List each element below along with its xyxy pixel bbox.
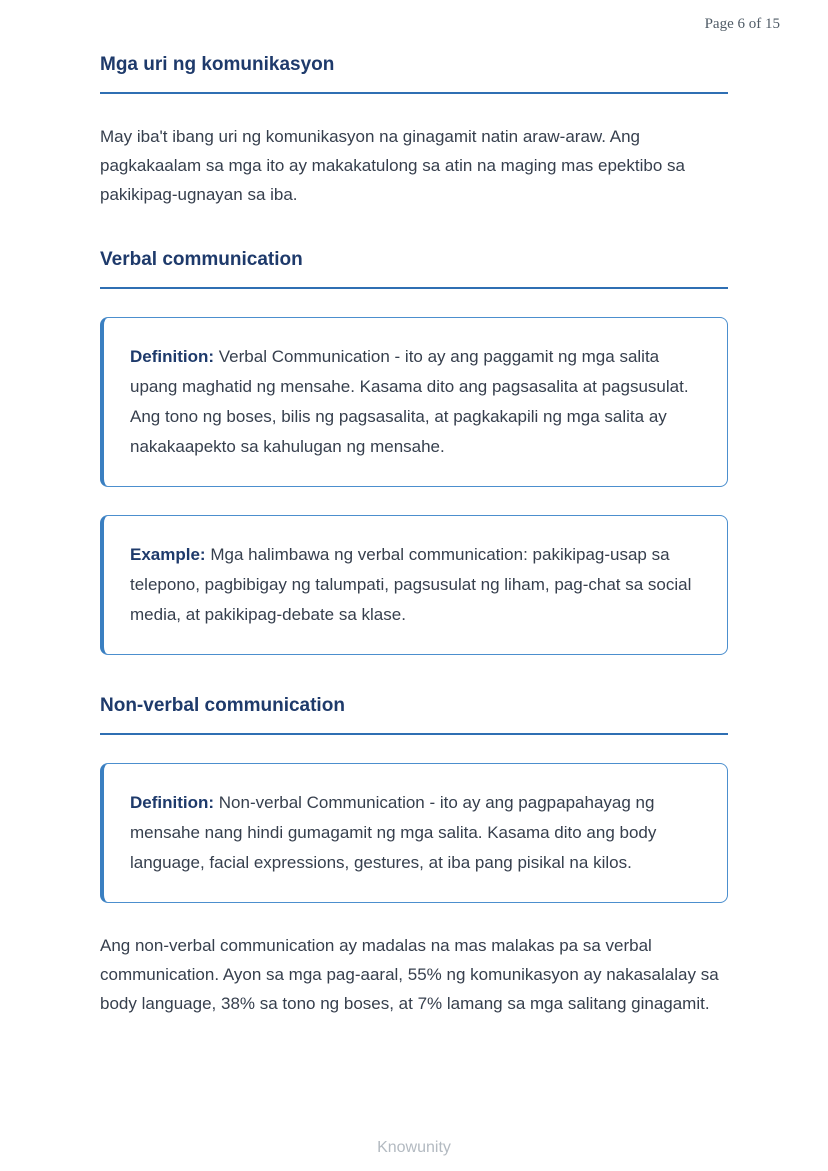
box-label: Definition:: [130, 793, 215, 812]
page-indicator: Page 6 of 15: [704, 16, 780, 32]
box-text: Non-verbal Communication - ito ay ang pagpapahayag ng mensahe nang hindi gumagamit ng mga salita. Kasama dito ang body language, facial expressions, gestures, at iba pang pisikal na kilos.: [130, 793, 657, 872]
document-content: [100, 36, 728, 1018]
example-box-verbal: [100, 515, 728, 655]
section-non-verbal-communication: [100, 695, 728, 1018]
definition-box-verbal: [100, 317, 728, 487]
page-title: Mga uri ng komunikasyon: [100, 54, 728, 94]
box-text: Verbal Communication - ito ay ang paggamit ng mga salita upang maghatid ng mensahe. Kasama dito ang pagsasalita at pagsusulat. Ang tono ng boses, bilis ng pagsasalita, at pagkakapili ng mga salita ay nakakaapekto sa kahulugan ng mensahe.: [130, 347, 689, 456]
box-label: Definition:: [130, 347, 215, 366]
box-text: Mga halimbawa ng verbal communication: pakikipag-usap sa telepono, pagbibigay ng talumpati, pagsusulat ng liham, pag-chat sa social media, at pakikipag-debate sa klase.: [130, 545, 692, 624]
intro-paragraph: May iba't ibang uri ng komunikasyon na ginagamit natin araw-araw. Ang pagkakaalam sa mga ito ay makakatulong sa atin na maging mas epektibo sa pakikipag-ugnayan sa iba.: [100, 127, 685, 204]
section-heading-verbal: Verbal communication: [100, 249, 728, 289]
footer-brand: Knowunity: [377, 1139, 451, 1156]
closing-paragraph: Ang non-verbal communication ay madalas na mas malakas pa sa verbal communication. Ayon sa mga pag-aaral, 55% ng komunikasyon ay nakasalalay sa body language, 38% sa tono ng boses, at 7% lamang sa mga salitang ginagamit.: [100, 936, 719, 1013]
definition-box-non-verbal: [100, 763, 728, 903]
section-heading-non-verbal: Non-verbal communication: [100, 695, 728, 735]
box-label: Example:: [130, 545, 206, 564]
section-verbal-communication: [100, 249, 728, 655]
